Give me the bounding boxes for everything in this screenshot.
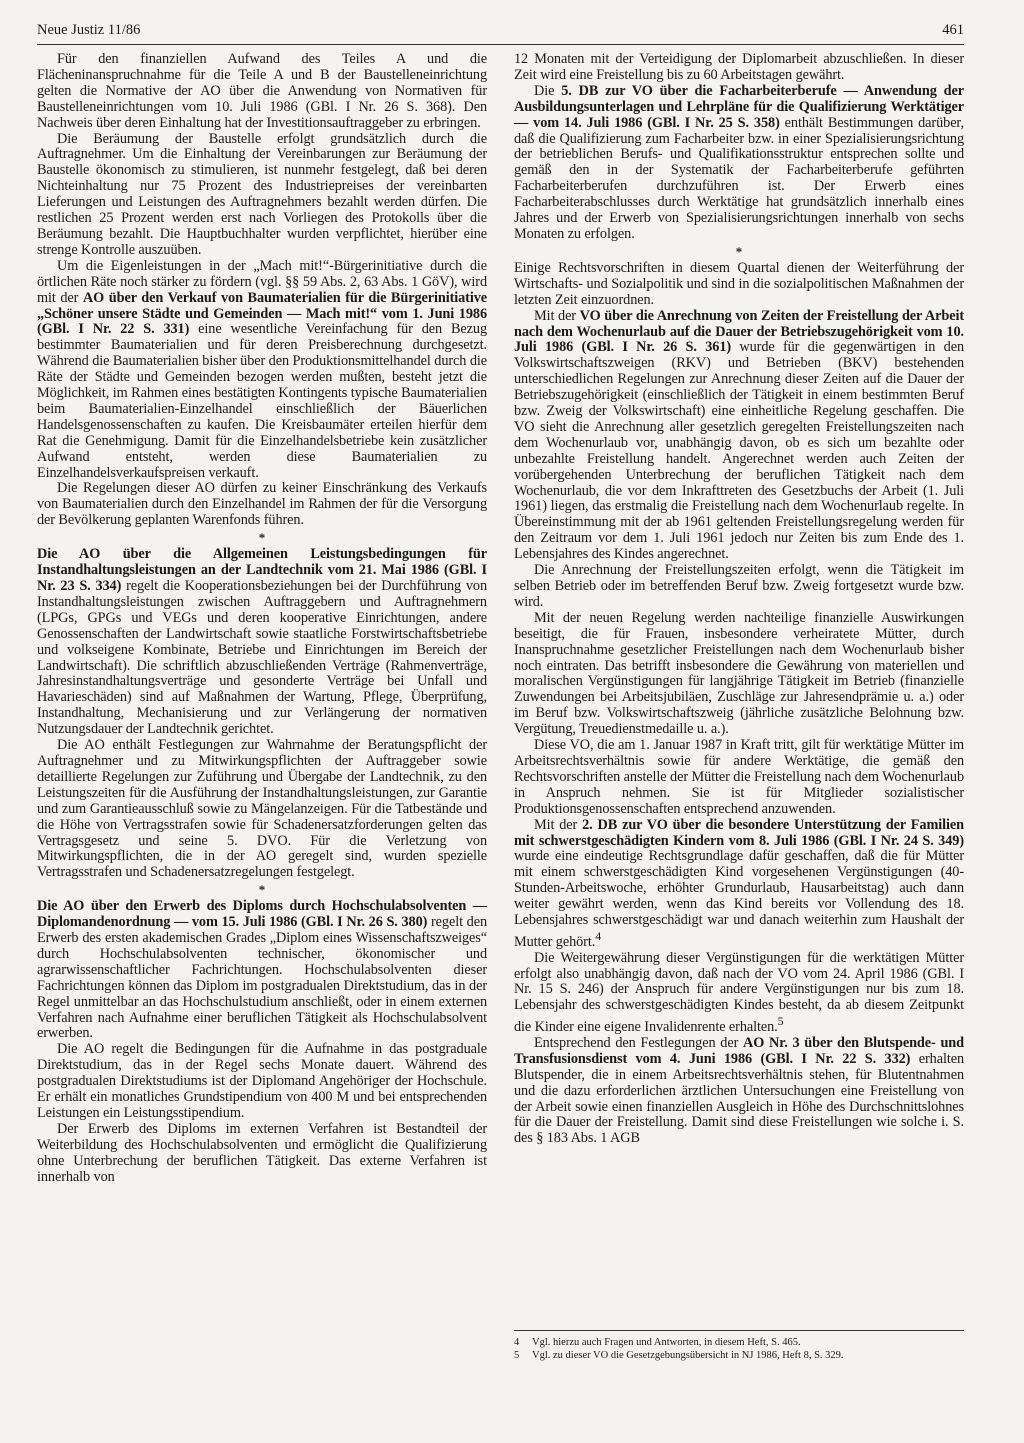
- paragraph: Mit der 2. DB zur VO über die besondere Unterstützung der Familien mit schwerstgeschädigten Kindern vom 8. Juli 1986 (GBl. I Nr. 24 S. 349) wurde eine eindeutige Rechtsgrundlage dafür geschaffen, daß die für Mütter mit einem schwerstgeschädigten Kind vorgesehenen Vergünstigungen (40-Stunden-Arbeitswoche, erhöhter Grundurlaub, Hausarbeitstag) auch dann weiter gewährt werden, wenn das Kind bereits vor Vollendung des 18. Lebensjahres schwerstgeschädigt war und danach weiterhin zum Haushalt der Mutter gehört.$^4$: [514, 816, 964, 950]
- paragraph: Die AO enthält Festlegungen zur Wahrnahme der Beratungspflicht der Auftragnehmer und zu Mitwirkungspflichten der Auftraggeber sowie detaillierte Regelungen zur Zuführung und Übergabe der Landtechnik, zu den Leistungszeiten für die Ausführung der Instandhaltungsleistungen, zur Garantie und zum Garantieausschluß sowie zu Mängelanzeigen. Für die Tatbestände und die Höhe von Vertragsstrafen sowie für Schadenersatzforderungen gelten das Vertragsgesetz und seine 5. DVO. Für die Verletzung von Mitwirkungspflichten, die in der AO geregelt sind, wurden spezielle Vertragsstrafen und Schadenersatzregelungen festgelegt.: [37, 737, 487, 881]
- page-number: 461: [942, 22, 964, 38]
- footnote-ref[interactable]: 5: [777, 1014, 784, 1029]
- regulation-title: VO über die Anrechnung von Zeiten der Freistellung der Arbeit nach dem Wochenurlaub auf die Dauer der Betriebszugehörigkeit vom 10. Juli 1986 (GBl. I Nr. 26 S. 361): [514, 307, 964, 356]
- regulation-title: Die AO über die Allgemeinen Leistungsbedingungen für Instandhaltungsleistungen an der Landtechnik vom 21. Mai 1986 (GBl. I Nr. 23 S. 334): [37, 546, 487, 594]
- page-header: [37, 18, 964, 45]
- paragraph: Die Beräumung der Baustelle erfolgt grundsätzlich durch die Auftragnehmer. Um die Einhaltung der Vereinbarungen zur Beräumung der Baustelle ökonomisch zu stimulieren, ist nunmehr festgelegt, daß bei deren Nichteinhaltung nur 75 Prozent des Industriepreises der vereinbarten Lieferungen und Leistungen des Auftragnehmers bezahlt werden dürfen. Die restlichen 25 Prozent werden erst nach Vorliegen des Protokolls über die Beräumung bezahlt. Die Hauptbuchhalter wurden verpflichtet, hierüber eine strenge Kontrolle auszuüben.: [37, 130, 487, 258]
- regulation-title: 2. DB zur VO über die besondere Unterstützung der Familien mit schwerstgeschädigten Kindern vom 8. Juli 1986 (GBl. I Nr. 24 S. 349): [514, 816, 964, 849]
- paragraph: Mit der VO über die Anrechnung von Zeiten der Freistellung der Arbeit nach dem Wochenurlaub auf die Dauer der Betriebszugehörigkeit vom 10. Juli 1986 (GBl. I Nr. 26 S. 361) wurde für die gegenwärtigen in den Volkswirtschaftszweigen (RKV) und Betrieben (BKV) bestehenden unterschiedlichen Regelungen zur Anrechnung dieser Zeiten auf die Dauer der Betriebszugehörigkeit (einschließlich der Tätigkeit in einem bestimmten Beruf bzw. Zweig der Volkswirtschaft) eine einheitliche Regelung geschaffen. Die VO sieht die Anrechnung aller gesetzlich geregelten Freistellungszeiten nach dem Wochenurlaub vor, unabhängig davon, ob es sich um bezahlte oder unbezahlte Freistellung handelt. Angerechnet werden auch Zeiten der vorübergehenden Unterbrechung der beruflichen Tätigkeit nach dem Wochenurlaub, die vor dem Inkrafttreten des Gesetzbuchs der Arbeit (1. Juli 1961) liegen, das erstmalig die Freistellung nach dem Wochenurlaub regelte. In Übereinstimmung mit der ab 1961 geltenden Freistellungsregelung werden für den Zeitraum vor dem 1. Juli 1961 jedoch nur Zeiten bis zum Ende des 1. Lebensjahres des Kindes angerechnet.: [514, 307, 964, 563]
- paragraph: Um die Eigenleistungen in der „Mach mit!“-Bürgerinitiative durch die örtlichen Räte noch stärker zu fördern (vgl. §§ 59 Abs. 2, 63 Abs. 1 GöV), wird mit der AO über den Verkauf von Baumaterialien für die Bürgerinitiative „Schöner unsere Städte und Gemeinden — Mach mit!“ vom 1. Juni 1986 (GBl. I Nr. 22 S. 331) eine wesentliche Vereinfachung für den Bezug bestimmter Baumaterialien und für deren Preisberechnung durchgesetzt. Während die Baumaterialien bisher über den Produktionsmittelhandel durch die Räte der Städte und Gemeinden bezogen werden mußten, besteht jetzt die Möglichkeit, im Rahmen eines bestätigten Kontingents typische Baumaterialien beim Baumaterialien-Einzelhandel einschließlich der Bäuerlichen Handelsgenossenschaften zu kaufen. Die Kreisbaumäter erteilen hierfür dem Rat die Genehmigung. Damit für die Einzelhandelsbetriebe kein zusätzlicher Aufwand entsteht, werden diese Baumaterialien zu Einzelhandelsverkaufspreisen verkauft.: [37, 257, 487, 481]
- section-divider: *: [258, 882, 266, 898]
- footnote-number: 5: [514, 1349, 520, 1361]
- regulation-title: Die AO über den Erwerb des Diploms durch Hochschulabsolventen — Diplomandenordnung — vom 15. Juli 1986 (GBl. I Nr. 26 S. 380): [37, 898, 487, 931]
- paragraph: Der Erwerb des Diploms im externen Verfahren ist Bestandteil der Weiterbildung des Hochschulabsolventen und ermöglicht die Qualifizierung ohne Unterbrechung der beruflichen Tätigkeit. Das externe Verfahren ist innerhalb von: [37, 1120, 487, 1185]
- paragraph: Die AO regelt die Bedingungen für die Aufnahme in das postgraduale Direktstudium, das in der Regel sechs Monate dauert. Während des postgradualen Direktstudiums ist der Diplomand Angehöriger der Hochschule. Er erhält ein monatliches Grundstipendium von 400 M und bei entsprechenden Leistungen ein Leistungsstipendium.: [37, 1041, 487, 1121]
- paragraph: Die AO über die Allgemeinen Leistungsbedingungen für Instandhaltungsleistungen an der Landtechnik vom 21. Mai 1986 (GBl. I Nr. 23 S. 334) regelt die Kooperationsbeziehungen bei der Durchführung von Instandhaltungsleistungen zwischen Auftraggebern und Auftragnehmern (LPGs, GPGs und VEGs und deren kooperative Einrichtungen, andere Genossenschaften der Landwirtschaft sowie staatliche Forstwirtschaftsbetriebe und volkseigene Kombinate, Betriebe und Einrichtungen im Bereich der Landwirtschaft). Die schriftlich abzuschließenden Verträge (Rahmenverträge, Jahresinstandhaltungsverträge und gesonderte Verträge bei Unfall und Havarieschäden) sind auf Maßnahmen der Wartung, Pflege, Überprüfung, Instandhaltung, Mechanisierung und zur Verlängerung der normativen Nutzungsdauer der Landtechnik gerichtet.: [37, 546, 487, 738]
- paragraph: Einige Rechtsvorschriften in diesem Quartal dienen der Weiterführung der Wirtschafts- und Sozialpolitik und sind in die sozialpolitischen Maßnahmen der letzten Zeit einzuordnen.: [514, 259, 964, 308]
- right-column: [514, 52, 964, 1147]
- journal-issue: Neue Justiz 11/86: [37, 22, 141, 38]
- paragraph: Die Regelungen dieser AO dürfen zu keiner Einschränkung des Verkaufs von Baumaterialien durch den Einzelhandel im Rahmen der für die Versorgung der Bevölkerung geplanten Warenfonds führen.: [37, 480, 487, 529]
- footnote: [514, 1337, 964, 1350]
- paragraph: Die 5. DB zur VO über die Facharbeiterberufe — Anwendung der Ausbildungsunterlagen und Lehrpläne für die Qualifizierung Werktätiger — vom 14. Juli 1986 (GBl. I Nr. 25 S. 358) enthält Bestimmungen darüber, daß die Qualifizierung zum Facharbeiter bzw. in einer Spezialisierungsrichtung der betrieblichen Berufs- und Qualifikationsstruktur entsprechen sollte und gemäß den in der Systematik der Facharbeiterberufe geführten Facharbeiterberufen durchzuführen ist. Der Erwerb eines Facharbeiterabschlusses durch Werktätige hat grundsätzlich innerhalb eines Jahres und der Erwerb von Spezialisierungsrichtungen innerhalb von sechs Monaten zu erfolgen.: [514, 82, 964, 242]
- footnote-number: 4: [514, 1337, 520, 1348]
- regulation-title: AO Nr. 3 über den Blutspende- und Transfusionsdienst vom 4. Juni 1986 (GBl. I Nr. 22 S. 332): [514, 1034, 965, 1067]
- paragraph: Die Weitergewährung dieser Vergünstigungen für die werktätigen Mütter erfolgt also unabhängig davon, daß nach der VO vom 24. April 1986 (GBl. I Nr. 15 S. 246) der Anspruch für andere Vergünstigungen nur bis zum 18. Lebensjahr des schwerstgeschädigten Kindes besteht, da ab diesem Zeitpunkt die Kinder eine eigene Invalidenrente erhalten.$^5$: [514, 949, 964, 1035]
- paragraph: Diese VO, die am 1. Januar 1987 in Kraft tritt, gilt für werktätige Mütter im Arbeitsrechtsverhältnis sowie für andere Werktätige, die gemäß den Rechtsvorschriften anstelle der Mütter die Freistellung nach dem Wochenurlaub in Anspruch nehmen. Sie ist für Mitglieder sozialistischer Produktionsgenossenschaften entsprechend anzuwenden.: [514, 737, 964, 817]
- paragraph: Die Anrechnung der Freistellungszeiten erfolgt, wenn die Tätigkeit im selben Betrieb oder im betreffenden Beruf bzw. Zweig fortgesetzt wurde bzw. wird.: [514, 562, 964, 610]
- paragraph: Mit der neuen Regelung werden nachteilige finanzielle Auswirkungen beseitigt, die für Frauen, insbesondere verheiratete Mütter, durch Inanspruchnahme gesetzlicher Freistellungen nach dem Wochenurlaub bisher noch eintraten. Das betrifft insbesondere die Gewährung von materiellen und moralischen Vergünstigungen für langjährige Tätigkeit im Betrieb (finanzielle Zuwendungen bei Arbeitsjubiläen, Zuschläge zur Jahresendprämie u. a.) oder im Beruf bzw. Volkswirtschaftszweig (jährliche zusätzliche Belohnung bzw. Vergütung, Treuedienstmedaille u. a.).: [514, 609, 964, 738]
- paragraph: Entsprechend den Festlegungen der AO Nr. 3 über den Blutspende- und Transfusionsdienst vom 4. Juni 1986 (GBl. I Nr. 22 S. 332) erhalten Blutspender, die in einem Arbeitsrechtsverhältnis stehen, für Blutentnahmen und die dazu erforderlichen ärztlichen Untersuchungen eine Freistellung von der Arbeit sowie einen finanziellen Ausgleich in Höhe des Durchschnittslohnes für die Dauer der Freistellung. Damit sind diese Freistellungen wie solche i. S. des § 183 Abs. 1 AGB: [514, 1034, 965, 1147]
- regulation-title: 5. DB zur VO über die Facharbeiterberufe — Anwendung der Ausbildungsunterlagen und Lehrpläne für die Qualifizierung Werktätiger — vom 14. Juli 1986 (GBl. I Nr. 25 S. 358): [514, 82, 964, 131]
- footnote: [514, 1350, 964, 1363]
- footnote-text: Vgl. zu dieser VO die Gesetzgebungsübersicht in NJ 1986, Heft 8, S. 329.: [532, 1349, 844, 1361]
- paragraph: Die AO über den Erwerb des Diploms durch Hochschulabsolventen — Diplomandenordnung — vom 15. Juli 1986 (GBl. I Nr. 26 S. 380) regelt den Erwerb des ersten akademischen Grades „Diplom eines Wissenschaftszweiges“ durch Hochschulabsolventen technischer, ökonomischer und agrarwissenschaftlicher Fachrichtungen. Hochschulabsolventen dieser Fachrichtungen können das Diplom im postgradualen Direktstudium, das in der Regel unmittelbar an das Hochschulstudium anschließt, oder in einem externen Verfahren nach Aufnahme einer beruflichen Tätigkeit als Hochschulabsolvent erwerben.: [37, 898, 487, 1042]
- paragraph: 12 Monaten mit der Verteidigung der Diplomarbeit abzuschließen. In dieser Zeit wird eine Freistellung bis zu 60 Arbeitstagen gewährt.: [514, 51, 964, 83]
- regulation-title: AO über den Verkauf von Baumaterialien für die Bürgerinitiative „Schöner unsere Städte und Gemeinden — Mach mit!“ vom 1. Juni 1986 (GBl. I Nr. 22 S. 331): [37, 289, 487, 338]
- left-column: [37, 52, 487, 1186]
- paragraph: Für den finanziellen Aufwand des Teiles A und die Flächeninanspruchnahme für die Teile A und B der Baustelleneinrichtung gelten die Normative der AO über die Anwendung von Normativen für Baustelleneinrichtungen vom 10. Juli 1986 (GBl. I Nr. 26 S. 368). Den Nachweis über deren Einhaltung hat der Investitionsauftraggeber zu erbringen.: [37, 51, 487, 131]
- footnote-ref[interactable]: 4: [595, 928, 602, 943]
- footnotes: [514, 1330, 964, 1362]
- section-divider: *: [735, 243, 743, 259]
- section-divider: *: [258, 530, 266, 546]
- footnote-text: Vgl. hierzu auch Fragen und Antworten, in diesem Heft, S. 465.: [532, 1337, 801, 1348]
